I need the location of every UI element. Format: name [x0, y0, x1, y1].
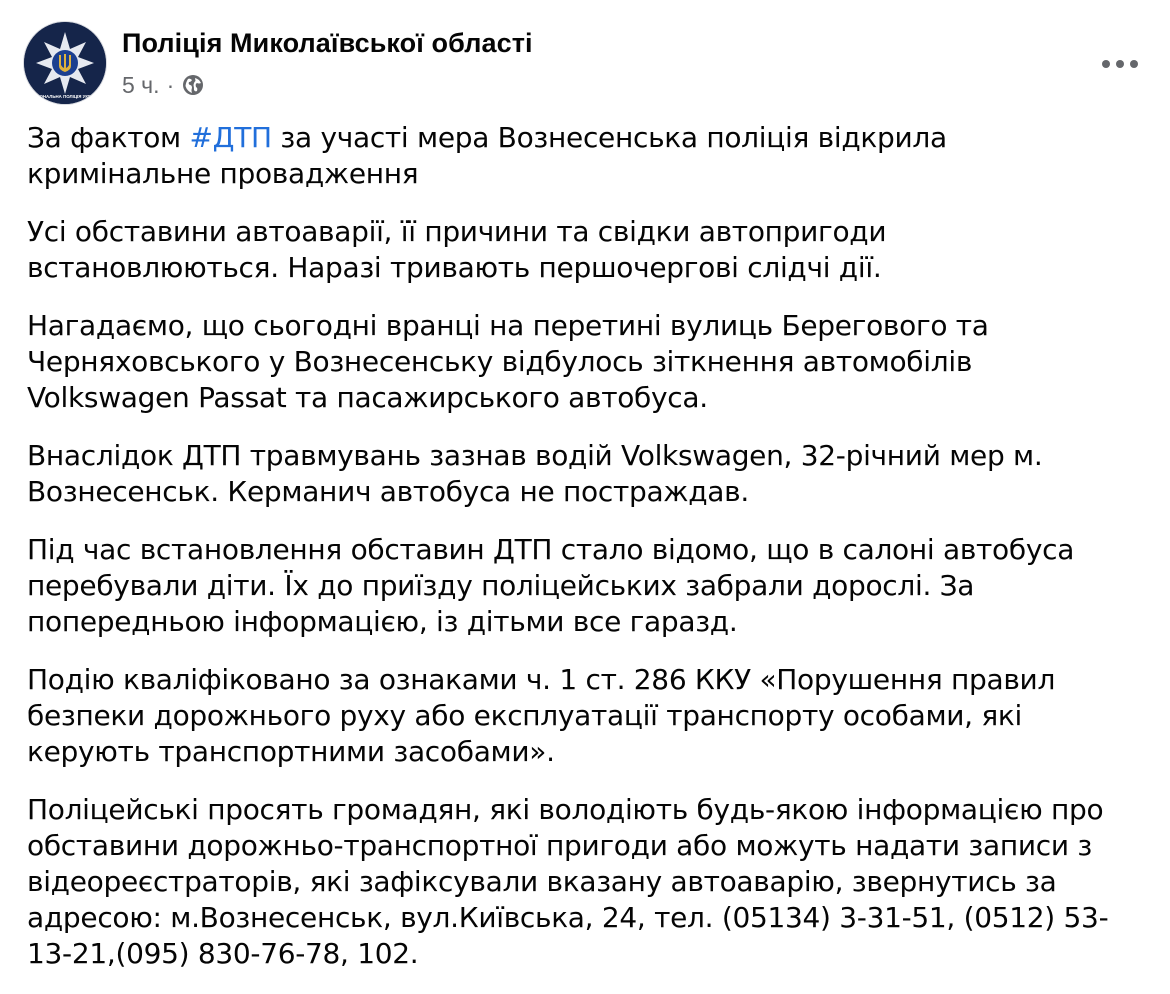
more-options-button[interactable] [1094, 46, 1146, 82]
police-badge-logo [24, 22, 106, 104]
paragraph-1-text-after: за участі мера Вознесенська поліція відкрила кримінальне провадження [27, 121, 947, 190]
post-timestamp[interactable]: 5 ч. [122, 71, 160, 98]
meta-separator: · [166, 71, 175, 98]
page-avatar[interactable] [24, 22, 106, 104]
post-paragraph-3: Нагадаємо, що сьогодні вранці на перетині вулиць Берегового та Черняховського у Вознесенську відбулось зіткнення автомобілів Volkswagen Passat та пасажирського автобуса. [27, 309, 989, 414]
more-options-icon [1101, 59, 1139, 69]
post-meta [122, 70, 205, 100]
post-body [27, 120, 1137, 994]
post-paragraph-1 [27, 120, 1137, 192]
avatar-logo-text: НАЦІОНАЛЬНА ПОЛІЦІЯ УКРАЇНИ [28, 94, 102, 99]
hashtag-link[interactable]: #ДТП [189, 121, 272, 154]
post-paragraph-6: Подію кваліфіковано за ознаками ч. 1 ст. 286 ККУ «Порушення правил безпеки дорожнього руху або експлуатації транспорту особами, які керують транспортними засобами». [27, 663, 1056, 768]
post-header [24, 22, 1150, 108]
post-paragraph-4: Внаслідок ДТП травмувань зазнав водій Volkswagen, 32-річний мер м. Вознесенськ. Керманич автобуса не постраждав. [27, 439, 1043, 508]
paragraph-1-text-before: За фактом [27, 121, 190, 154]
globe-icon[interactable] [181, 73, 205, 97]
post-paragraph-2: Усі обставини автоаварії, її причини та свідки автопригоди встановлюються. Наразі тривають першочергові слідчі дії. [27, 215, 887, 284]
page-name-link[interactable]: Поліція Миколаївської області [122, 28, 533, 58]
post-paragraph-5: Під час встановлення обставин ДТП стало відомо, що в салоні автобуса перебували діти. Їх до приїзду поліцейських забрали дорослі. За попередньою інформацією, із дітьми все гаразд. [27, 533, 1075, 638]
post-paragraph-7: Поліцейські просять громадян, які володіють будь-якою інформацією про обставини дорожньо-транспортної пригоди або можуть надати записи з відеореєстраторів, які зафіксували вказану автоаварію, звернутись за адресою: м.Вознесенськ, вул.Київська, 24, тел. (05134) 3-31-51, (0512) 53-13-21,(095) 830-76-78, 102. [27, 793, 1109, 970]
trident-icon [59, 54, 71, 72]
